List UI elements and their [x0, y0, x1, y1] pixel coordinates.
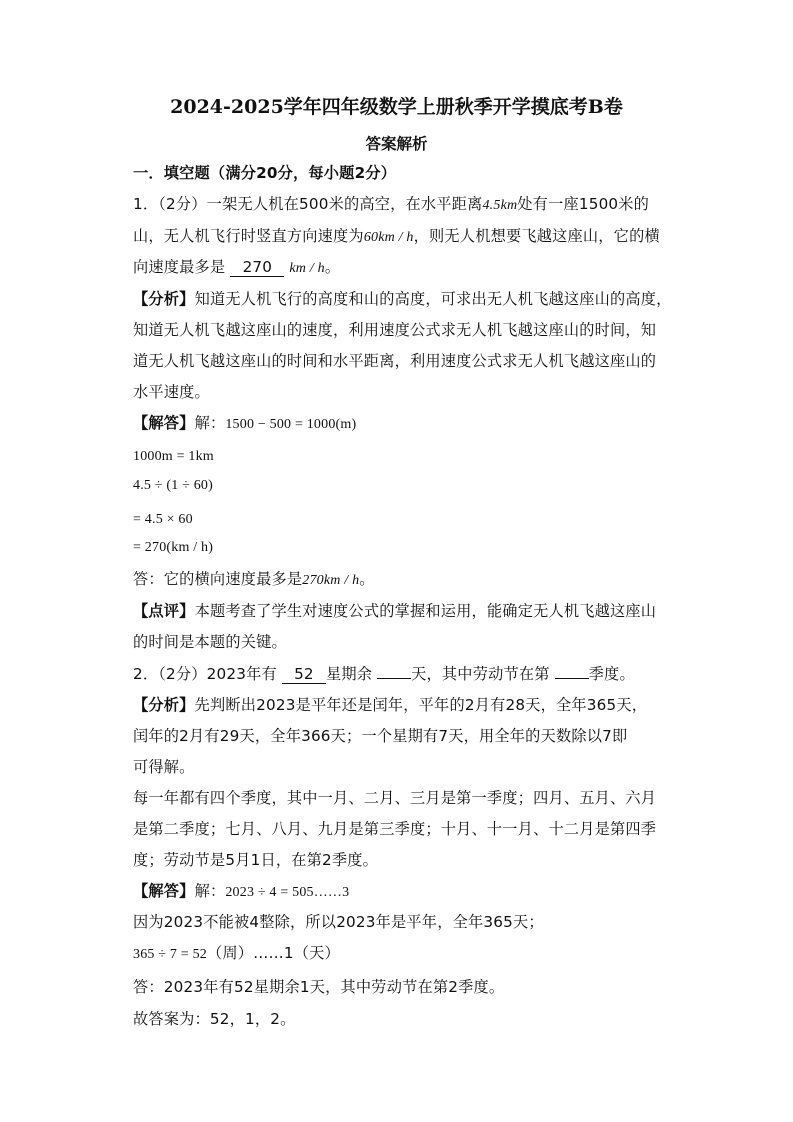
- solution-tag: 【解答】: [133, 414, 195, 432]
- q2-line-1: 2．（2分）2023年有 52 星期余 天，其中劳动节在第 季度。: [133, 665, 635, 683]
- q2-analysis-line-2: 闰年的2月有29天，全年366天；一个星期有7天，用全年的天数除以7即: [133, 727, 628, 745]
- q1-line-2: 山，无人机飞行时竖直方向速度为60km / h，则无人机想要飞越这座山，它的横: [133, 227, 660, 245]
- q1-step-2: 1000m = 1km: [133, 449, 214, 464]
- q2-reason-line: 因为2023不能被4整除，所以2023年是平年，全年365天；: [133, 913, 544, 931]
- analysis-tag: 【分析】: [133, 290, 195, 308]
- q1-analysis-line-4: 水平速度。: [133, 383, 210, 401]
- q1-step-3: 4.5 ÷ (1 ÷ 60): [133, 478, 213, 493]
- q2-analysis-line-5: 是第二季度；七月、八月、九月是第三季度；十月、十一月、十二月是第四季: [133, 820, 657, 838]
- q1-analysis-line-1: 【分析】知道无人机飞行的高度和山的高度，可求出无人机飞越这座山的高度，: [133, 290, 672, 308]
- q1-distance-math: 4.5km: [482, 198, 518, 213]
- q2-final-answer: 故答案为：52，1，2。: [133, 1010, 296, 1028]
- q1-unit-math: km / h: [289, 261, 325, 276]
- document-subtitle: 答案解析: [365, 135, 428, 153]
- q1-analysis-line-3: 道无人机飞越这座山的时间和水平距离，利用速度公式求无人机飞越这座山的: [133, 352, 657, 370]
- q1-step-4: = 4.5 × 60: [133, 512, 193, 527]
- q2-blank-quarter: [555, 678, 589, 679]
- document-title: 2024-2025学年四年级数学上册秋季开学摸底考B卷: [170, 96, 623, 118]
- q2-answer-line: 答：2023年有52星期余1天，其中劳动节在第2季度。: [133, 978, 505, 996]
- q1-answer-line: 答：它的横向速度最多是270km / h。: [133, 570, 375, 588]
- q1-solution-line: 【解答】解：1500 − 500 = 1000(m): [133, 414, 357, 432]
- q2-step-1: 2023 ÷ 4 = 505……3: [225, 885, 350, 900]
- q2-analysis-line-1: 【分析】先判断出2023是平年还是闰年，平年的2月有28天，全年365天，: [133, 696, 648, 714]
- q2-solution-line: 【解答】解：2023 ÷ 4 = 505……3: [133, 882, 350, 900]
- q1-line-1: 1．（2分）一架无人机在500米的高空，在水平距离4.5km处有一座1500米的: [133, 195, 650, 213]
- q2-analysis-line-4: 每一年都有四个季度，其中一月、二月、三月是第一季度；四月、五月、六月: [133, 789, 657, 807]
- q2-analysis-line-3: 可得解。: [133, 758, 195, 776]
- q2-step-2: 365 ÷ 7 = 52（周）……1（天）: [133, 944, 340, 962]
- q2-blank-weeks: 52: [282, 665, 326, 684]
- comment-tag: 【点评】: [133, 602, 195, 620]
- q1-step-1: 1500 − 500 = 1000(m): [225, 417, 357, 432]
- q1-line-3: 向速度最多是 270 km / h。: [133, 258, 341, 276]
- solution-tag: 【解答】: [133, 882, 195, 900]
- q1-comment-line-2: 的时间是本题的关键。: [133, 633, 287, 651]
- q2-analysis-line-6: 度；劳动节是5月1日，在第2季度。: [133, 851, 379, 869]
- analysis-tag: 【分析】: [133, 696, 195, 714]
- q1-speed-math: 60km / h: [363, 230, 414, 245]
- q2-blank-days: [377, 678, 411, 679]
- section-heading: 一．填空题（满分20分，每小题2分）: [133, 164, 397, 182]
- q1-analysis-line-2: 知道无人机飞越这座山的速度，利用速度公式求无人机飞越这座山的时间，知: [133, 321, 657, 339]
- q1-answer-blank: 270: [230, 258, 284, 277]
- q1-comment-line-1: 【点评】本题考查了学生对速度公式的掌握和运用，能确定无人机飞越这座山: [133, 602, 657, 620]
- q1-step-5: = 270(km / h): [133, 540, 214, 555]
